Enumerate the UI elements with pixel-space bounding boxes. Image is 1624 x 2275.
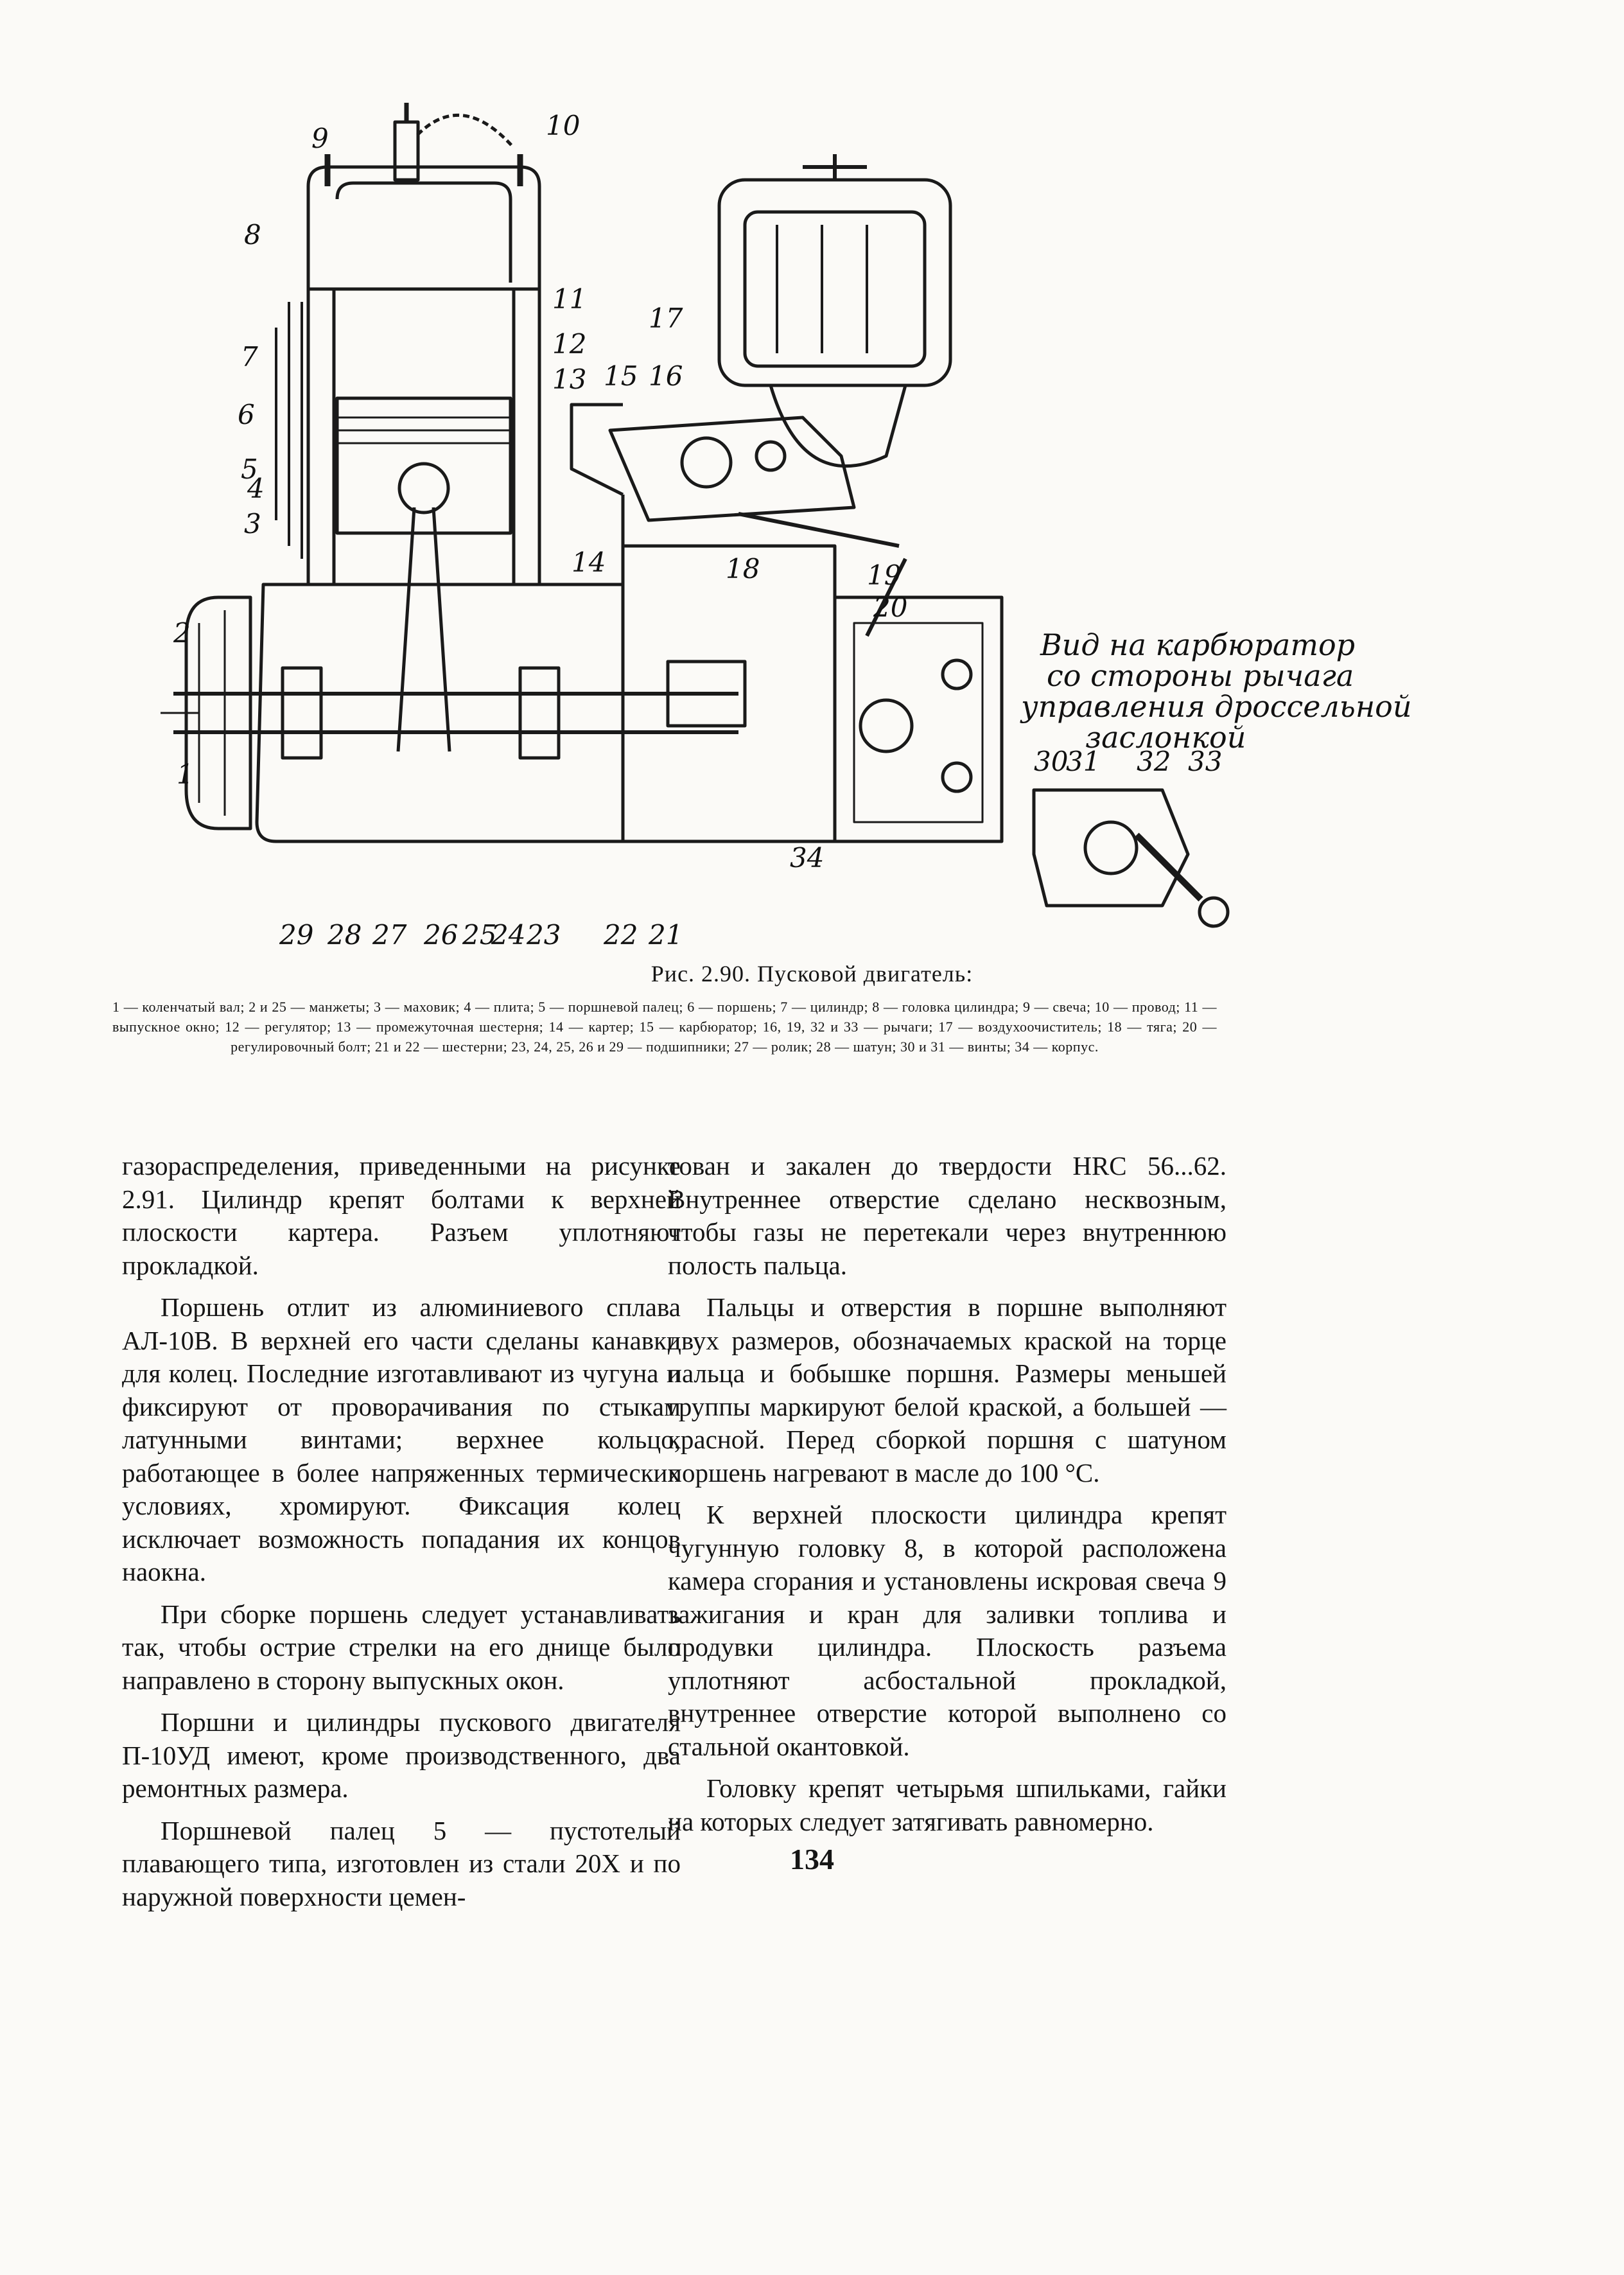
piston-pin bbox=[399, 464, 448, 513]
figure-label: 17 bbox=[649, 303, 683, 334]
paragraph: Поршень отлит из алюминиевого сплава АЛ-10В. В верхней его части сделаны канавки для колец. Последние изготавливают из чугуна и фиксируют от проворачивания по стыкам латунными винтами; верхнее кольцо, работающее в более напряженных термических условиях, хромируют. Фиксация колец исключает возможность попадания их концов наокна. bbox=[122, 1292, 681, 1586]
spark-plug bbox=[395, 122, 418, 180]
paragraph: К верхней плоскости цилиндра крепят чугунную головку 8, в которой расположена камера сгорания и установлены искровая свеча 9 зажигания и кран для заливки топлива и продувки цилиндра. Плоскость разъема уплотняют асбостальной прокладкой, внутреннее отверстие которой выполнено со стальной окантовкой. bbox=[668, 1500, 1227, 1761]
carburetor bbox=[610, 417, 854, 520]
figure-label: 9 bbox=[311, 123, 329, 154]
figure-label: 25 bbox=[462, 919, 497, 951]
figure-label: 11 bbox=[552, 283, 587, 315]
figure-label: 30 bbox=[1034, 746, 1069, 777]
figure-label: 27 bbox=[372, 919, 407, 951]
inset-carburetor-view bbox=[1034, 790, 1188, 906]
inset-caption-line: управления дроссельной bbox=[1021, 689, 1412, 724]
paragraph: Поршневой палец 5 — пустотелый плавающего типа, изготовлен из стали 20Х и по наружной поверхности цемен- bbox=[122, 1815, 681, 1911]
figure-label: 4 bbox=[247, 473, 265, 504]
paragraph: Пальцы и отверстия в поршне выполняют двух размеров, обозначаемых краской на торце пальца и бобышке поршня. Размеры меньшей группы маркируют белой краской, а большей — красной. Перед сборкой поршня с шатуном поршень нагревают в масле до 100 °С. bbox=[668, 1292, 1227, 1488]
paragraph: газораспределения, приведенными на рисунке 2.91. Цилиндр крепят болтами к верхней плоскости картера. Разъем уплотняют прокладкой. bbox=[122, 1151, 681, 1280]
figure-label: 22 bbox=[604, 919, 638, 951]
figure-label: 10 bbox=[546, 110, 581, 141]
figure-label: 21 bbox=[649, 919, 683, 951]
figure-label: 34 bbox=[790, 842, 825, 874]
wire bbox=[417, 115, 514, 148]
bearing-left bbox=[283, 668, 321, 758]
figure-label: 20 bbox=[873, 592, 908, 623]
figure-label: 24 bbox=[491, 919, 526, 951]
engine-drawing bbox=[161, 96, 1412, 951]
figure-label: 5 bbox=[241, 453, 258, 485]
figure-label: 28 bbox=[327, 919, 362, 951]
figure-label: 8 bbox=[244, 219, 261, 250]
figure-label: 12 bbox=[552, 328, 587, 360]
figure-caption-title: Рис. 2.90. Пусковой двигатель: bbox=[650, 961, 974, 987]
figure-label: 19 bbox=[867, 559, 902, 591]
figure-label: 16 bbox=[649, 360, 683, 392]
paragraph: тован и закален до твердости HRC 56...62. Внутреннее отверстие сделано несквозным, чтобы газы не перетекали через внутреннюю полость пальца. bbox=[668, 1151, 1227, 1280]
cylinder bbox=[308, 289, 539, 584]
figure-label: 18 bbox=[726, 553, 760, 584]
bearing-right bbox=[520, 668, 559, 758]
figure-label: 14 bbox=[572, 547, 606, 578]
paragraph: Головку крепят четырьмя шпильками, гайки на которых следует затягивать равномерно. bbox=[668, 1773, 1227, 1836]
figure-label: 31 bbox=[1066, 746, 1101, 777]
figure-label: 1 bbox=[177, 759, 194, 790]
figure-label: 32 bbox=[1137, 746, 1171, 777]
engine-figure bbox=[161, 96, 1412, 951]
inset-caption-line: заслонкой bbox=[1085, 720, 1246, 755]
inset-caption-line: со стороны рычага bbox=[1047, 658, 1354, 693]
figure-label: 7 bbox=[241, 341, 258, 373]
figure-label: 23 bbox=[527, 919, 561, 951]
page-number: 134 bbox=[790, 1843, 834, 1875]
paragraph: При сборке поршень следует устанавливать так, чтобы острие стрелки на его днище было направлено в сторону выпускных окон. bbox=[122, 1599, 681, 1695]
figure-label: 15 bbox=[604, 360, 638, 392]
connecting-rod bbox=[398, 507, 450, 751]
paragraph: Поршни и цилиндры пускового двигателя П-10УД имеют, кроме производственного, два ремонтных размера. bbox=[122, 1707, 681, 1803]
text-column-right bbox=[668, 1150, 1227, 1847]
inset-caption bbox=[1020, 628, 1411, 755]
text-column-left bbox=[122, 1150, 681, 1922]
figure-label: 6 bbox=[238, 399, 255, 430]
figure-label: 26 bbox=[424, 919, 458, 951]
gear-housing bbox=[623, 495, 835, 841]
figure-label: 29 bbox=[279, 919, 314, 951]
figure-label: 2 bbox=[173, 617, 191, 649]
figure-label: 3 bbox=[244, 508, 261, 540]
figure-label: 13 bbox=[552, 364, 587, 395]
figure-legend: 1 — коленчатый вал; 2 и 25 — манжеты; 3 — маховик; 4 — плита; 5 — поршневой палец; 6 — поршень; 7 — цилиндр; 8 — головка цилиндра; 9 — свеча; 10 — провод; 11 — выпускное окно; 12 — регулятор; 13 — промежуточная шестерня; 14 — картер; 15 — карбюратор; 16, 19, 32 и 33 — рычаги; 17 — воздухоочиститель; 18 — тяга; 20 — регулировочный болт; 21 и 22 — шестерни; 23, 24, 25, 26 и 29 — подшипники; 27 — ролик; 28 — шатун; 30 и 31 — винты; 34 — корпус. bbox=[112, 999, 1217, 1055]
inset-caption-line: Вид на карбюратор bbox=[1040, 628, 1356, 662]
figure-label: 33 bbox=[1188, 746, 1223, 777]
